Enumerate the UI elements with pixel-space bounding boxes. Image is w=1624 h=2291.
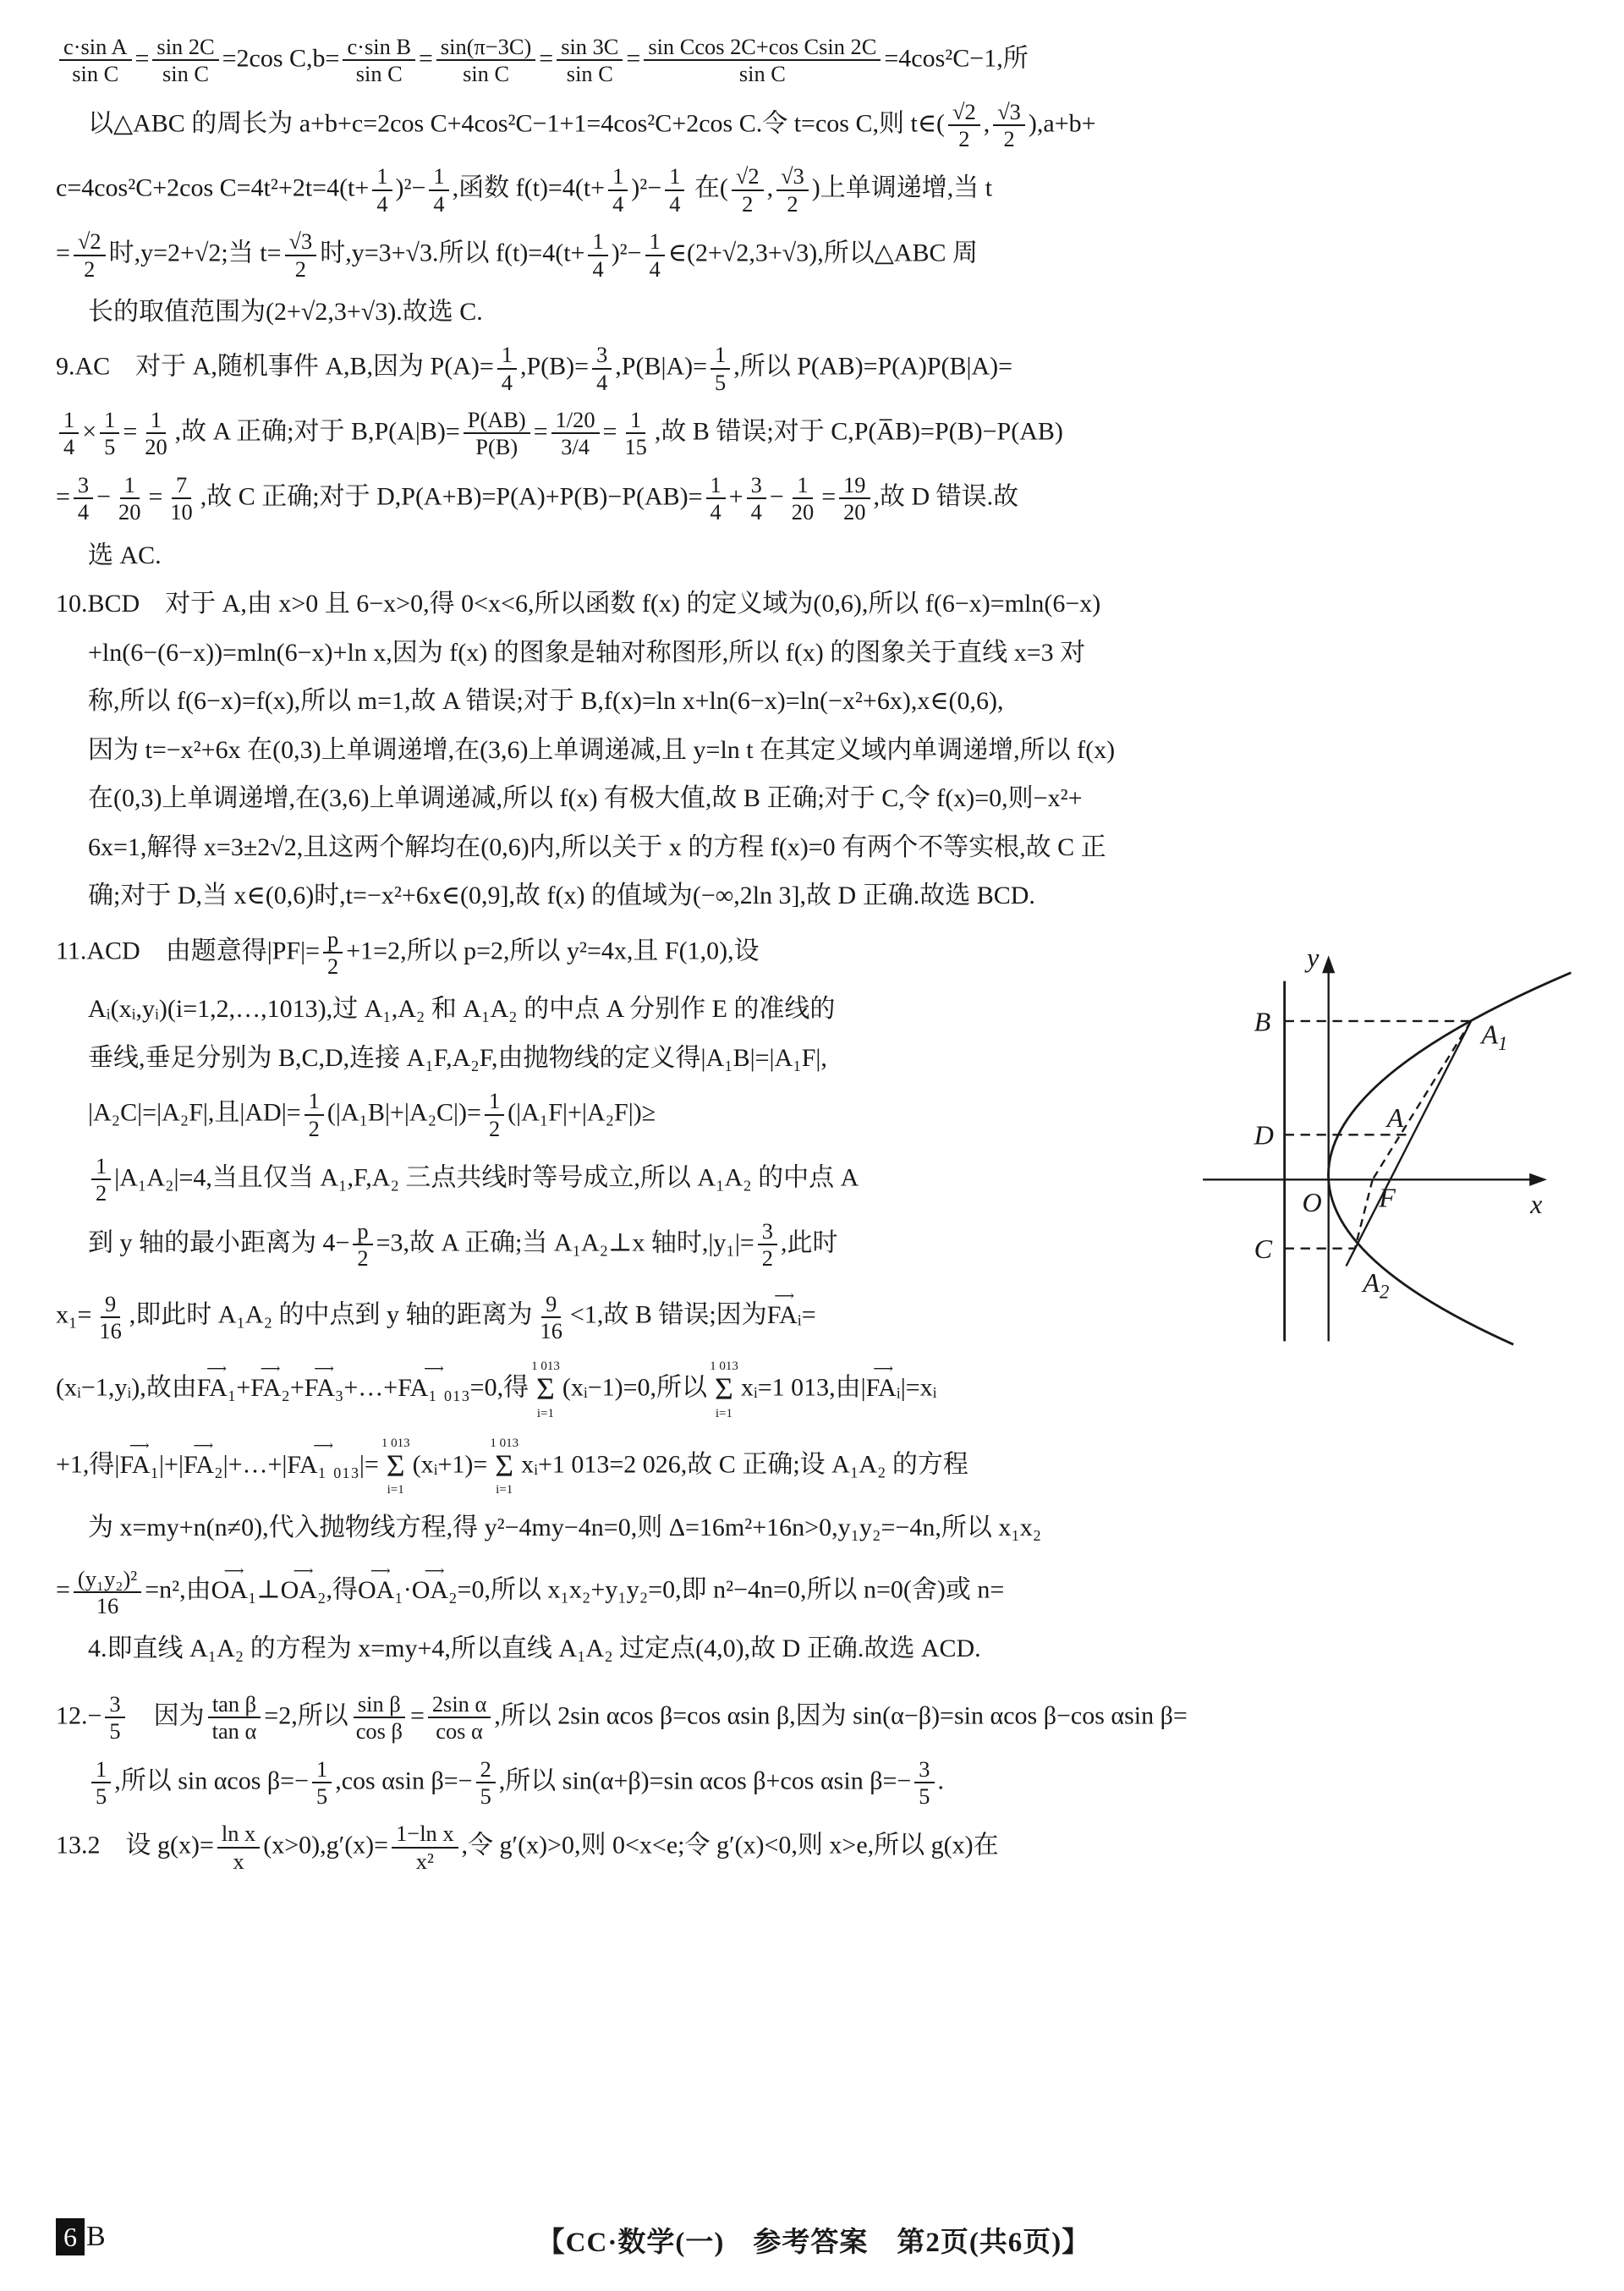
figure-label-focus: F bbox=[1379, 1182, 1396, 1213]
figure-label-a2: $A_2$ bbox=[1363, 1266, 1390, 1302]
vector: ⟶ OA₁ bbox=[211, 1572, 257, 1609]
figure-label-origin: O bbox=[1302, 1186, 1322, 1217]
vector: ⟶ FA₂ bbox=[184, 1447, 223, 1484]
parabola-figure-svg bbox=[1166, 931, 1572, 1348]
vector: ⟶ OA₂ bbox=[412, 1572, 458, 1609]
fraction: $\frac{1/20}{3/4}$ bbox=[551, 407, 600, 460]
fraction: $\frac{1}{2}$ bbox=[485, 1088, 504, 1141]
sigma-sum: 1 013 Σ i=1 bbox=[531, 1359, 560, 1420]
x-axis-arrow-icon bbox=[1529, 1173, 1547, 1185]
text-line: (xᵢ−1,yᵢ),故由⟶ FA₁+⟶ FA₂+⟶ FA₃+…+⟶ FA₁ ₀₁₃=0,得 1 013 Σ i=1 (xᵢ−1)=0,所以 1 013 Σ i=1 xᵢ=1 013,由|⟶ FAᵢ|=xᵢ bbox=[56, 1355, 1572, 1420]
fraction: $\frac{\sin(\pi-3C)}{\text{sin C}}$ bbox=[436, 34, 535, 87]
fraction: $\frac{1}{5}$ bbox=[91, 1756, 111, 1810]
block-item-13 bbox=[56, 1821, 1572, 1874]
sigma-sum: 1 013 Σ i=1 bbox=[710, 1359, 738, 1420]
text-line: = $\frac{√2}{2}$ 时,y=2+√2;当 t= $\frac{√3}{2}$ 时,y=3+√3.所以 f(t)=4(t+ $\frac{1}{4}$ )²− $\frac{1}{4}$ ∈(2+√2,3+√3),所以△ABC 周 bbox=[56, 228, 979, 282]
fraction: $\frac{√3}{2}$ bbox=[776, 163, 809, 217]
fraction: $\frac{1}{4}$ bbox=[429, 163, 448, 217]
fraction: $\frac{3}{5}$ bbox=[914, 1756, 934, 1810]
text-line: 11.ACD 由题意得|PF|= $\frac{p}{2}$ +1=2,所以 p=2,所以 y²=4x,且 F(1,0),设 bbox=[56, 926, 760, 979]
vector: ⟶ FA₂ bbox=[250, 1370, 290, 1407]
text-line: 在(0,3)上单调递增,在(3,6)上单调递减,所以 f(x) 有极大值,故 B 正确;对于 C,令 f(x)=0,则−x²+ bbox=[88, 784, 1083, 813]
text-line: 垂线,垂足分别为 B,C,D,连接 A₁F,A₂F,由抛物线的定义得|A₁B|=|A₁F|, bbox=[88, 1043, 827, 1072]
fraction: $\frac{1}{4}$ bbox=[372, 163, 392, 217]
text-line: x₁= $\frac{9}{16}$ ,即此时 A₁A₂ 的中点到 y 轴的距离为 $\frac{9}{16}$ <1,故 B 错误;因为⟶ FAᵢ= bbox=[56, 1283, 1572, 1343]
fraction: $\frac{1}{4}$ bbox=[608, 163, 628, 217]
fraction: $\frac{\sin 2C}{\text{sin C}}$ bbox=[152, 34, 218, 87]
text-line: 选 AC. bbox=[88, 541, 162, 569]
dashed-segment-F-A2 bbox=[1355, 1179, 1373, 1248]
fraction: $\frac{√2}{2}$ bbox=[74, 228, 106, 282]
fraction: $\frac{\text{sin β}}{\text{cos β}}$ bbox=[352, 1691, 407, 1744]
fraction: $\frac{1}{2}$ bbox=[91, 1153, 111, 1206]
text-line: +1,得|⟶ FA₁|+|⟶ FA₂|+…+|⟶ FA₁ ₀₁₃|= 1 013 Σ i=1 (xᵢ+1)= 1 013 Σ i=1 xᵢ+1 013=2 026,故 C 正确;设 A₁A₂ 的方程 bbox=[56, 1432, 1572, 1497]
fraction: $\frac{p}{2}$ bbox=[323, 926, 343, 980]
fraction: $\frac{P(AB)}{P(B)}$ bbox=[464, 407, 530, 460]
fraction: $\frac{\text{tan β}}{\text{tan α}}$ bbox=[208, 1691, 261, 1744]
text-line: = $\frac{3}{4}$ − $\frac{1}{20}$ = $\frac{7}{10}$ ,故 C 正确;对于 D,P(A+B)=P(A)+P(B)−P(AB)= $\frac{1}{4}$ + $\frac{3}{4}$ − $\frac{1}{20}$ = $\frac{19}{20}$ ,故 D 错误.故 bbox=[56, 471, 1019, 525]
fraction: $\frac{3}{2}$ bbox=[758, 1218, 777, 1272]
text-line: 为 x=my+n(n≠0),代入抛物线方程,得 y²−4my−4n=0,则 Δ=16m²+16n>0,y₁y₂=−4n,所以 x₁x₂ bbox=[88, 1513, 1042, 1541]
text-line: c=4cos²C+2cos C=4t²+2t=4(t+ $\frac{1}{4}$ )²− $\frac{1}{4}$ ,函数 f(t)=4(t+ $\frac{1}{4}$ )²− $\frac{1}{4}$ 在( $\frac{√2}{2}$ , $\frac{√3}{2}$ )上单调递增,当 t bbox=[56, 163, 993, 217]
vector: ⟶ FAᵢ bbox=[767, 1297, 802, 1334]
fraction: $\frac{3}{4}$ bbox=[74, 472, 93, 525]
fraction: $\frac{√3}{2}$ bbox=[993, 99, 1025, 152]
text-line: 到 y 轴的最小距离为 4− $\frac{p}{2}$ =3,故 A 正确;当 A₁A₂⊥x 轴时,|y₁|= $\frac{3}{2}$ ,此时 bbox=[88, 1217, 838, 1272]
vector: ⟶ FA₃ bbox=[304, 1370, 344, 1407]
vector: ⟶ FA₁ bbox=[119, 1447, 159, 1484]
text-line: 因为 t=−x²+6x 在(0,3)上单调递增,在(3,6)上单调递减,且 y=ln t 在其定义域内单调递增,所以 f(x) bbox=[88, 735, 1116, 764]
figure-label-d: D bbox=[1254, 1119, 1274, 1151]
fraction: $\frac{1}{20}$ bbox=[145, 407, 167, 460]
text-line: 称,所以 f(6−x)=f(x),所以 m=1,故 A 错误;对于 B,f(x)=ln x+ln(6−x)=ln(−x²+6x),x∈(0,6), bbox=[88, 687, 1004, 716]
fraction: $\frac{1}{5}$ bbox=[710, 342, 730, 395]
fraction: $\frac{3}{5}$ bbox=[105, 1691, 124, 1744]
text-line: $\frac{1}{2}$ |A₁A₂|=4,当且仅当 A₁,F,A₂ 三点共线时等号成立,所以 A₁A₂ 的中点 A bbox=[56, 1153, 1572, 1206]
figure-label-a1: $A_1$ bbox=[1481, 1018, 1508, 1054]
fraction: $\frac{1}{4}$ bbox=[497, 342, 517, 395]
text-line: = $\frac{\text{(y₁y₂)²}}{16}$ =n²,由⟶ OA₁⊥⟶ OA₂,得⟶ OA₁·⟶ OA₂=0,所以 x₁x₂+y₁y₂=0,即 n²−4n=0,所以 n=0(舍)或 n= bbox=[56, 1558, 1572, 1618]
text-line: Aᵢ(xᵢ,yᵢ)(i=1,2,…,1013),过 A₁,A₂ 和 A₁A₂ 的中点 A 分别作 E 的准线的 bbox=[88, 995, 836, 1024]
text-line: 12.− $\frac{3}{5}$ 因为 $\frac{\text{tan β}}{\text{tan α}}$ =2,所以 $\frac{\text{sin β}}{\text{cos β}}$ = $\frac{\text{2sin α}}{\text{cos α}}$ ,所以 2sin αcos β=cos αsin β,因为 sin(α−β)=sin αcos β−cos αsin β= bbox=[56, 1690, 1188, 1744]
y-axis-arrow-icon bbox=[1322, 955, 1335, 973]
text-line: |A₂C|=|A₂F|,且|AD|= $\frac{1}{2}$ (|A₁B|+|A₂C|)= $\frac{1}{2}$ (|A₁F|+|A₂F|)≥ bbox=[88, 1088, 656, 1141]
fraction: $\frac{19}{20}$ bbox=[839, 472, 870, 525]
fraction: $\frac{\sin 3C}{\text{sin C}}$ bbox=[557, 34, 623, 87]
fraction: $\frac{1}{4}$ bbox=[665, 163, 684, 217]
block-item-10 bbox=[56, 585, 1572, 915]
figure-label-midpoint-a: A bbox=[1386, 1102, 1404, 1133]
sigma-sum: 1 013 Σ i=1 bbox=[381, 1436, 410, 1497]
fraction: $\frac{\text{1−ln x}}{\text{x²}}$ bbox=[392, 1821, 458, 1874]
fraction: $\frac{1}{4}$ bbox=[645, 228, 665, 282]
fraction: $\frac{3}{4}$ bbox=[592, 342, 612, 395]
parabola-figure bbox=[1166, 931, 1572, 1348]
fraction: $\frac{1}{20}$ bbox=[791, 471, 815, 525]
fraction: $\frac{1}{15}$ bbox=[624, 407, 647, 460]
vector: ⟶ OA₂ bbox=[281, 1572, 326, 1609]
chord-A1-A2 bbox=[1347, 1021, 1472, 1266]
text-line: +ln(6−(6−x))=mln(6−x)+ln x,因为 f(x) 的图象是轴对称图形,所以 f(x) 的图象关于直线 x=3 对 bbox=[88, 638, 1086, 667]
text-line: 4.即直线 A₁A₂ 的方程为 x=my+4,所以直线 A₁A₂ 过定点(4,0),故 D 正确.故选 ACD. bbox=[88, 1634, 981, 1663]
text-line: 以△ABC 的周长为 a+b+c=2cos C+4cos²C−1+1=4cos²C+2cos C.令 t=cos C,则 t∈( $\frac{√2}{2}$ , $\frac{√3}{2}$ ),a+b+ bbox=[88, 98, 1096, 152]
fraction: $\frac{1}{4}$ bbox=[588, 228, 607, 282]
fraction: $\frac{1}{4}$ bbox=[706, 472, 726, 525]
vector: ⟶ FA₁ ₀₁₃ bbox=[287, 1447, 359, 1484]
figure-label-c: C bbox=[1254, 1233, 1273, 1264]
text-line: $\frac{1}{4}$ × $\frac{1}{5}$ = $\frac{1}{20}$ ,故 A 正确;对于 B,P(A|B)= $\frac{P(AB)}{P(B)}$ = $\frac{1/20}{3/4}$ = $\frac{1}{15}$ ,故 B 错误;对于 C,P(A̅B)=P(B)−P(AB) bbox=[56, 407, 1572, 460]
block-item-12 bbox=[56, 1691, 1572, 1809]
vector: ⟶ FAᵢ bbox=[866, 1370, 901, 1407]
page-footer bbox=[56, 2218, 1572, 2262]
text-line: 9.AC 对于 A,随机事件 A,B,因为 P(A)= $\frac{1}{4}$ ,P(B)= $\frac{3}{4}$ ,P(B|A)= $\frac{1}{5}$ ,所以 P(AB)=P(A)P(B|A)= bbox=[56, 342, 1013, 395]
fraction: $\frac{\text{c·sin B}}{\text{sin C}}$ bbox=[343, 34, 415, 87]
fraction: $\frac{p}{2}$ bbox=[353, 1218, 372, 1272]
fraction: $\frac{7}{10}$ bbox=[170, 471, 193, 525]
footer-section-suffix: B bbox=[86, 2221, 106, 2252]
fraction: $\frac{2}{5}$ bbox=[476, 1756, 496, 1810]
fraction: $\frac{\text{c·sin A}}{\text{sin C}}$ bbox=[59, 34, 132, 87]
fraction: $\frac{\text{2sin α}}{\text{cos α}}$ bbox=[428, 1691, 491, 1744]
fraction: $\frac{√2}{2}$ bbox=[948, 99, 980, 152]
text-line: $\frac{1}{5}$ ,所以 sin αcos β=− $\frac{1}{5}$ ,cos αsin β=− $\frac{2}{5}$ ,所以 sin(α+β)=sin αcos β+cos αsin β=− $\frac{3}{5}$ . bbox=[56, 1756, 1572, 1810]
answer-page bbox=[56, 34, 1572, 2258]
footer-section-badge: 6 bbox=[56, 2218, 85, 2255]
dashed-segment-A1-F bbox=[1373, 1021, 1471, 1179]
vector: ⟶ FA₁ ₀₁₃ bbox=[398, 1370, 469, 1407]
fraction: $\frac{\text{ln x}}{x}$ bbox=[217, 1821, 260, 1874]
sigma-sum: 1 013 Σ i=1 bbox=[490, 1436, 519, 1497]
fraction: $\frac{9}{16}$ bbox=[540, 1290, 562, 1344]
fraction: $\frac{\text{(y₁y₂)²}}{16}$ bbox=[74, 1566, 141, 1619]
vector: ⟶ FA₁ bbox=[197, 1370, 237, 1407]
text-line: 确;对于 D,当 x∈(0,6)时,t=−x²+6x∈(0,9],故 f(x) 的值域为(−∞,2ln 3],故 D 正确.故选 BCD. bbox=[88, 882, 1035, 910]
fraction: $\frac{√2}{2}$ bbox=[732, 163, 764, 217]
fraction: $\frac{√3}{2}$ bbox=[285, 228, 317, 282]
block-item-9 bbox=[56, 342, 1572, 574]
figure-label-b: B bbox=[1254, 1005, 1271, 1036]
text-line: 10.BCD 对于 A,由 x>0 且 6−x>0,得 0<x<6,所以函数 f(x) 的定义域为(0,6),所以 f(6−x)=mln(6−x) bbox=[56, 590, 1101, 618]
fraction: $\frac{1}{20}$ bbox=[118, 471, 141, 525]
footer-page-title: 【CC·数学(一) 参考答案 第2页(共6页)】 bbox=[536, 2228, 1091, 2258]
fraction: $\frac{3}{4}$ bbox=[747, 472, 766, 525]
text-line: 6x=1,解得 x=3±2√2,且这两个解均在(0,6)内,所以关于 x 的方程 f(x)=0 有两个不等实根,故 C 正 bbox=[88, 832, 1106, 861]
vector: ⟶ OA₁ bbox=[358, 1572, 403, 1609]
block-q8-continuation bbox=[56, 34, 1572, 330]
block-item-11 bbox=[56, 926, 1572, 1679]
figure-label-x: x bbox=[1530, 1188, 1543, 1219]
fraction: $\frac{9}{16}$ bbox=[99, 1290, 122, 1344]
fraction: $\frac{1}{2}$ bbox=[304, 1088, 324, 1141]
fraction: $\frac{\text{sin Ccos 2C+cos Csin 2C}}{\text{sin C}}$ bbox=[644, 34, 881, 87]
figure-label-y: y bbox=[1307, 942, 1320, 973]
fraction: $\frac{1}{5}$ bbox=[100, 407, 119, 460]
text-line: 13.2 设 g(x)= $\frac{\text{ln x}}{x}$ (x>0),g′(x)= $\frac{\text{1−ln x}}{\text{x²}}$ ,令 g′(x)>0,则 0<x<e;令 g′(x)<0,则 x>e,所以 g(x)在 bbox=[56, 1821, 999, 1874]
fraction: $\frac{1}{5}$ bbox=[312, 1756, 332, 1810]
text-line: 长的取值范围为(2+√2,3+√3).故选 C. bbox=[88, 297, 483, 326]
fraction: $\frac{1}{4}$ bbox=[59, 407, 79, 460]
text-line: $\frac{\text{c·sin A}}{\text{sin C}}$ = $\frac{\sin 2C}{\text{sin C}}$ =2cos C,b= $\frac{\text{c·sin B}}{\text{sin C}}$ = $\frac{\sin(\pi-3C)}{\text{sin C}}$ = $\frac{\sin 3C}{\text{sin C}}$ = $\frac{\text{sin Ccos 2C+cos Csin 2C}}{\text{sin C}}$ =4cos²C−1,所 bbox=[56, 34, 1572, 87]
